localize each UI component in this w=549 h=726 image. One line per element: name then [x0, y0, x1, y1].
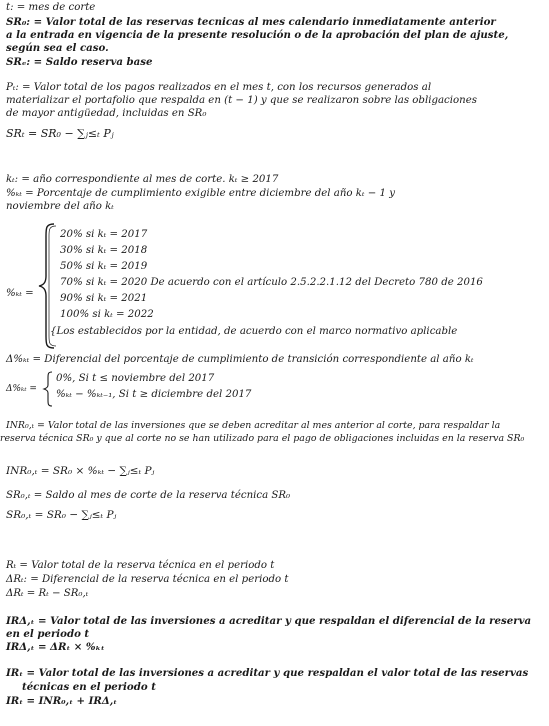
- definition-rt: Rₜ = Valor total de la reserva técnica en el periodo t: [6, 560, 275, 571]
- definition-irt-line2: técnicas en el periodo t: [22, 681, 156, 693]
- definition-pt-line2: materializar el portafolio que respalda en (t − 1) y que se realizaron sobre las obligaciones: [6, 95, 477, 106]
- case-2022: 100% si kₜ = 2022: [60, 309, 154, 320]
- definition-sr0-line1: SR₀: = Valor total de las reservas tecnicas al mes calendario inmediatamente anterior: [6, 16, 496, 28]
- definition-ir-delta-line1: IRΔ,ₜ = Valor total de las inversiones a acreditar y que respaldan el diferencial de la reserva: [6, 615, 532, 627]
- case-2019: 50% si kₜ = 2019: [60, 261, 148, 272]
- definition-pt-line3: de mayor antigüedad, incluidas en SR₀: [6, 108, 207, 119]
- definition-kt: kₜ: = año correspondiente al mes de corte. kₜ ≥ 2017: [6, 174, 279, 185]
- case-2018: 30% si kₜ = 2018: [60, 245, 148, 256]
- case-entity: {Los establecidos por la entidad, de acuerdo con el marco normativo aplicable: [50, 326, 458, 337]
- definition-irt-line1: IRₜ = Valor total de las inversiones a acreditar y que respaldan el valor total de las reservas: [6, 667, 529, 679]
- formula-irt: IRₜ = INR₀,ₜ + IRΔ,ₜ: [6, 695, 118, 707]
- delta-case-2: %ₖₜ − %ₖₜ₋₁, Si t ≥ diciembre del 2017: [56, 389, 252, 400]
- pct-kt-label: %ₖₜ =: [6, 288, 34, 299]
- case-2017: 20% si kₜ = 2017: [60, 229, 148, 240]
- case-2020: 70% si kₜ = 2020 De acuerdo con el artículo 2.5.2.2.1.12 del Decreto 780 de 2016: [60, 277, 483, 288]
- definition-pct-kt-line1: %ₖₜ = Porcentaje de cumplimiento exigible entre diciembre del año kₜ − 1 y: [6, 188, 395, 199]
- definition-pct-kt-line2: noviembre del año kₜ: [6, 201, 114, 212]
- case-2021: 90% si kₜ = 2021: [60, 293, 148, 304]
- definition-sr0-line3: según sea el caso.: [6, 42, 109, 54]
- formula-srt: SRₜ = SR₀ − ∑ⱼ≤ₜ Pⱼ: [6, 127, 114, 140]
- formula-ir-delta: IRΔ,ₜ = ΔRₜ × %ₖₜ: [6, 641, 105, 653]
- definition-sr0-line2: a la entrada en vigencia de la presente resolución o de la aprobación del plan de ajuste,: [6, 29, 509, 41]
- definition-t: t: = mes de corte: [6, 2, 96, 13]
- definition-delta-pct: Δ%ₖₜ = Diferencial del porcentaje de cumplimiento de transición correspondiente al año kₜ: [6, 354, 474, 365]
- delta-case-1: 0%, Si t ≤ noviembre del 2017: [56, 373, 215, 384]
- delta-pct-label: Δ%ₖₜ =: [6, 384, 37, 394]
- formula-delta-r: ΔRₜ = Rₜ − SR₀,ₜ: [6, 588, 89, 599]
- definition-delta-r: ΔRₜ: = Diferencial de la reserva técnica en el periodo t: [6, 574, 289, 585]
- definition-sr0t: SR₀,ₜ = Saldo al mes de corte de la reserva técnica SR₀: [6, 490, 291, 501]
- formula-sr0t: SR₀,ₜ = SR₀ − ∑ⱼ≤ₜ Pⱼ: [6, 509, 117, 521]
- definition-ir-delta-line2: en el periodo t: [6, 628, 90, 640]
- small-brace-icon: [42, 370, 54, 408]
- definition-sre: SRₑ: = Saldo reserva base: [6, 56, 153, 68]
- definition-pt-line1: Pₜ: = Valor total de los pagos realizados en el mes t, con los recursos generados al: [6, 82, 432, 93]
- definition-inr-line1: INR₀,ₜ = Valor total de las inversiones que se deben acreditar al mes anterior al corte, para respaldar la: [6, 420, 501, 431]
- formula-inr: INR₀,ₜ = SR₀ × %ₖₜ − ∑ⱼ≤ₜ Pⱼ: [6, 465, 155, 477]
- definition-inr-line2: reserva técnica SR₀ y que al corte no se han utilizado para el pago de obligaciones incluidas en la reserva SR₀: [0, 433, 525, 444]
